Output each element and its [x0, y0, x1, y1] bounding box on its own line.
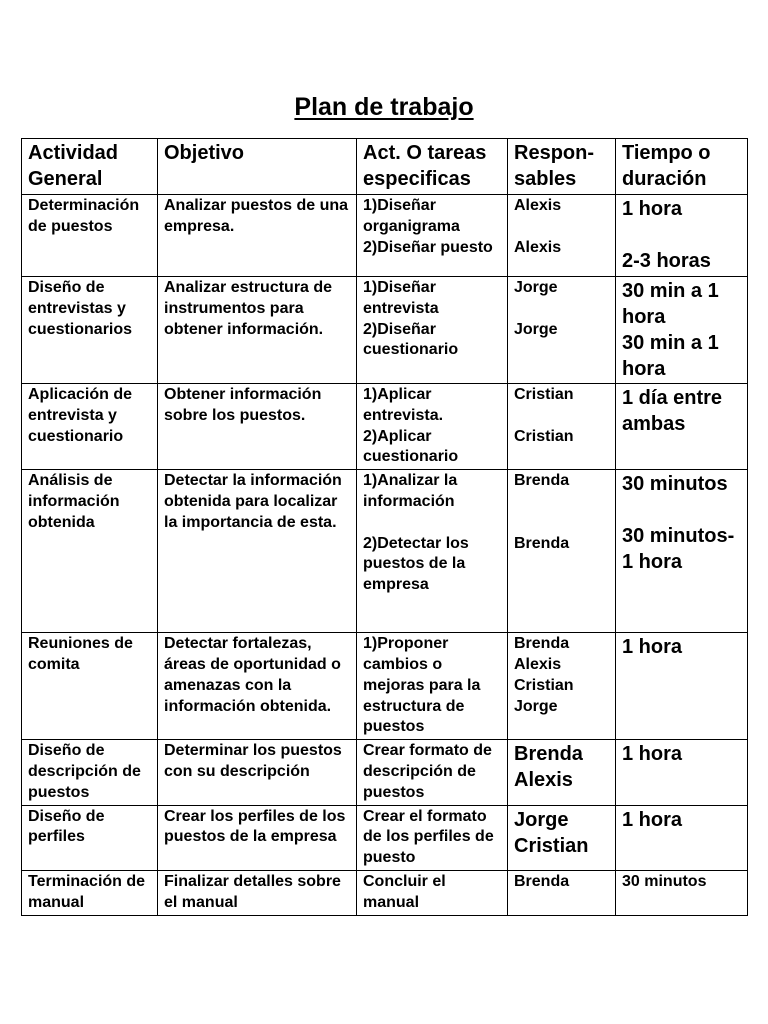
cell-objetivo: Detectar la información obtenida para localizar la importancia de esta. — [158, 470, 357, 633]
header-actividad — [22, 139, 158, 195]
tarea-line: 1)Proponer cambios o mejoras para la estructura de puestos — [363, 635, 485, 736]
header-text: General — [28, 168, 103, 190]
header-responsables — [508, 139, 616, 195]
cell-objetivo: Analizar estructura de instrumentos para obtener información. — [158, 277, 357, 384]
table-row — [22, 384, 748, 470]
cell-responsables — [508, 195, 616, 277]
cell-objetivo: Crear los perfiles de los puestos de la empresa — [158, 805, 357, 870]
header-objetivo — [158, 139, 357, 195]
cell-actividad: Aplicación de entrevista y cuestionario — [22, 384, 158, 470]
spacer — [514, 299, 609, 320]
header-row — [22, 139, 748, 195]
responsable-line: Alexis — [514, 197, 562, 214]
cell-tareas — [357, 277, 508, 384]
spacer — [514, 217, 609, 238]
cell-tareas: Crear formato de descripción de puestos — [357, 740, 508, 805]
responsable-line: Brenda — [514, 472, 570, 490]
tarea-line: 1)Aplicar entrevista. — [363, 386, 444, 424]
table-row — [22, 870, 748, 915]
table-row — [22, 805, 748, 870]
cell-actividad: Determinación de puestos — [22, 195, 158, 277]
cell-tiempo — [616, 470, 748, 633]
tiempo-line: 30 minutos — [622, 473, 728, 496]
header-text: Tiempo o — [622, 142, 711, 164]
tarea-line: 2)Aplicar cuestionario — [363, 427, 459, 466]
spacer — [514, 492, 609, 513]
table-row — [22, 740, 748, 805]
responsable-line: Brenda — [514, 635, 570, 653]
header-text: sables — [514, 168, 577, 190]
cell-tiempo — [616, 195, 748, 277]
responsable-line: Cristian — [514, 834, 589, 857]
tiempo-line: 1 hora — [622, 636, 683, 659]
cell-tiempo — [616, 633, 748, 740]
cell-objetivo: Obtener información sobre los puestos. — [158, 384, 357, 470]
responsable-line: Alexis — [514, 769, 573, 792]
cell-responsables — [508, 805, 616, 870]
work-plan-table — [21, 138, 748, 916]
cell-objetivo: Analizar puestos de una empresa. — [158, 195, 357, 277]
cell-responsables: Brenda — [508, 870, 616, 915]
spacer — [622, 222, 741, 248]
cell-actividad: Análisis de información obtenida — [22, 470, 158, 633]
cell-actividad: Diseño de descripción de puestos — [22, 740, 158, 805]
cell-actividad: Reuniones de comita — [22, 633, 158, 740]
cell-actividad: Diseño de entrevistas y cuestionarios — [22, 277, 158, 384]
tiempo-line: 1 hora — [622, 808, 683, 831]
cell-objetivo: Determinar los puestos con su descripción — [158, 740, 357, 805]
table-row — [22, 470, 748, 633]
page-title: Plan de trabajo — [294, 93, 474, 121]
cell-tareas — [357, 470, 508, 633]
cell-tiempo — [616, 384, 748, 470]
tarea-line: 1)Analizar la información — [363, 472, 462, 510]
cell-actividad: Terminación de manual — [22, 870, 158, 915]
cell-responsables — [508, 470, 616, 633]
tarea-line: 1)Diseñar entrevista — [363, 279, 441, 317]
responsable-line: Cristian — [514, 676, 574, 694]
responsable-line: Jorge — [514, 697, 558, 715]
cell-tareas: Crear el formato de los perfiles de puesto — [357, 805, 508, 870]
spacer — [363, 513, 501, 534]
responsable-line: Cristian — [514, 386, 574, 403]
header-tiempo — [616, 139, 748, 195]
cell-tiempo — [616, 805, 748, 870]
table-row — [22, 195, 748, 277]
responsable-line: Jorge — [514, 320, 558, 338]
header-tareas — [357, 139, 508, 195]
table-row — [22, 633, 748, 740]
cell-responsables — [508, 633, 616, 740]
cell-tareas — [357, 633, 508, 740]
tiempo-line: 1 hora — [622, 743, 683, 766]
tarea-line: 2)Diseñar puesto — [363, 238, 493, 256]
tiempo-line: 30 min a 1 hora — [622, 280, 725, 328]
responsable-line: Jorge — [514, 279, 558, 296]
table-row — [22, 277, 748, 384]
tiempo-line: 1 hora — [622, 198, 683, 220]
cell-responsables — [508, 740, 616, 805]
cell-tiempo: 30 minutos — [616, 870, 748, 915]
header-text: duración — [622, 168, 707, 190]
cell-responsables — [508, 277, 616, 384]
responsable-line: Cristian — [514, 427, 574, 445]
cell-tareas — [357, 384, 508, 470]
tiempo-line: 1 día entre ambas — [622, 387, 728, 435]
responsable-line: Brenda — [514, 743, 583, 766]
header-text: Actividad — [28, 142, 119, 164]
header-text: Act. O tareas — [363, 142, 487, 164]
tiempo-line: 2-3 horas — [622, 250, 711, 272]
tarea-line: 1)Diseñar organigrama — [363, 197, 460, 235]
cell-actividad: Diseño de perfiles — [22, 805, 158, 870]
tiempo-line: 30 minutos-1 hora — [622, 525, 735, 574]
responsable-line: Jorge — [514, 808, 569, 831]
spacer — [514, 513, 609, 534]
cell-tiempo — [616, 740, 748, 805]
cell-responsables — [508, 384, 616, 470]
tarea-line: 2)Diseñar cuestionario — [363, 320, 459, 359]
cell-objetivo: Finalizar detalles sobre el manual — [158, 870, 357, 915]
header-text: especificas — [363, 168, 471, 190]
cell-tareas: Concluir el manual — [357, 870, 508, 915]
tiempo-line: 30 min a 1 hora — [622, 332, 725, 380]
cell-tiempo — [616, 277, 748, 384]
header-text: Respon- — [514, 142, 594, 164]
responsable-line: Brenda — [514, 534, 570, 552]
spacer — [622, 497, 741, 523]
tarea-line: 2)Detectar los puestos de la empresa — [363, 534, 474, 594]
spacer — [514, 406, 609, 427]
header-text: Objetivo — [164, 142, 245, 164]
cell-objetivo: Detectar fortalezas, áreas de oportunidad o amenazas con la información obtenida. — [158, 633, 357, 740]
responsable-line: Alexis — [514, 238, 562, 256]
responsable-line: Alexis — [514, 655, 562, 673]
cell-tareas — [357, 195, 508, 277]
